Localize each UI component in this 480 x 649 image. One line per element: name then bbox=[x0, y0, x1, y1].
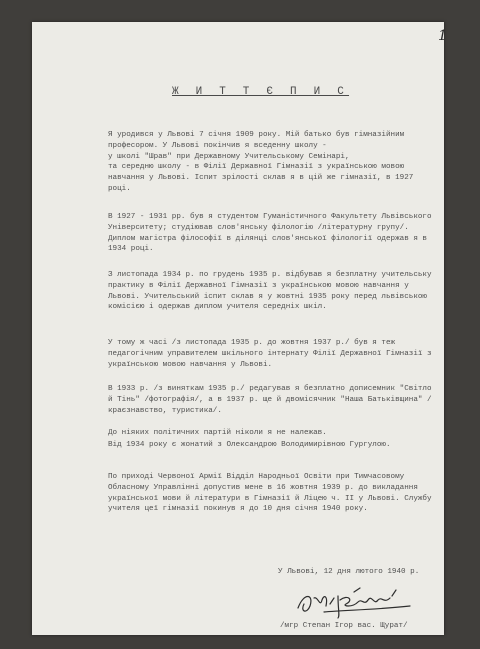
paragraph-2: В 1927 - 1931 рр. був я студентом Гуманістичного Факультету Львівського Університету; студіював слов'янську філологію /літературну групу/. Диплом магістра філософії в ділянці слов'янської філології одержав я в 1934 році. bbox=[108, 213, 432, 254]
document-title: Ж И Т Т Є П И С bbox=[172, 86, 350, 98]
paragraph-4: У тому ж часі /з листопада 1935 р. до жовтня 1937 р./ був я теж педагогічним управителем шкільного інтернату Філії Державної Гімназії з українською мовою навчання у Львові. bbox=[108, 339, 432, 369]
document-page bbox=[32, 22, 447, 635]
paragraph-7: Від 1934 року є жонатий з Олександрою Володимирівною Гургулою. bbox=[108, 441, 391, 449]
signature-caption: /мгр Степан Ігор вас. Щурат/ bbox=[280, 622, 408, 630]
paragraph-1: Я уродився у Львові 7 січня 1909 року. Мій батько був гімназійним професором. У Львові покінчив я вседенну школу - у школі "Шрав" при Державному Учительському Семінарі, та середню школу - в Філії Державної Гімназії з українською мовою навчання у Львові. Іспит зрілості склав я в цій же гімназії, в 1927 році. bbox=[108, 131, 414, 193]
date-line: У Львові, 12 дня лютого 1940 р. bbox=[278, 568, 420, 576]
page-number: 1 bbox=[438, 28, 447, 44]
paragraph-3: З листопада 1934 р. по грудень 1935 р. відбував я безплатну учительську практику в Філії Державної Гімназії з українською мовою навчання у Львові. Учительський іспит склав я у жовтні 1935 року перед львівською комісією і одержав диплом учителя середніх шкіл. bbox=[108, 271, 432, 312]
paragraph-6: До ніяких політичних партій ніколи я не належав. bbox=[108, 429, 327, 437]
paragraph-5: В 1933 р. /з виняткам 1935 р./ редагував я безплатно дописемник "Світло й Тінь" /фотографія/, а в 1937 р. ще й двомісячник "Наша Батьківщина" /краєзнавство, туристика/. bbox=[108, 385, 432, 415]
handwritten-signature bbox=[294, 586, 414, 622]
paragraph-8: По приході Червоної Армії Відділ Народньої Освіти при Тимчасовому Обласному Управлінні допустив мене в 16 жовтня 1939 р. до викладання української мови й літератури в Гімназії й Ліцею ч. ІІ у Львові. Службу учителя цеї гімназії покинув я до 10 дня січня 1940 року. bbox=[108, 473, 432, 514]
